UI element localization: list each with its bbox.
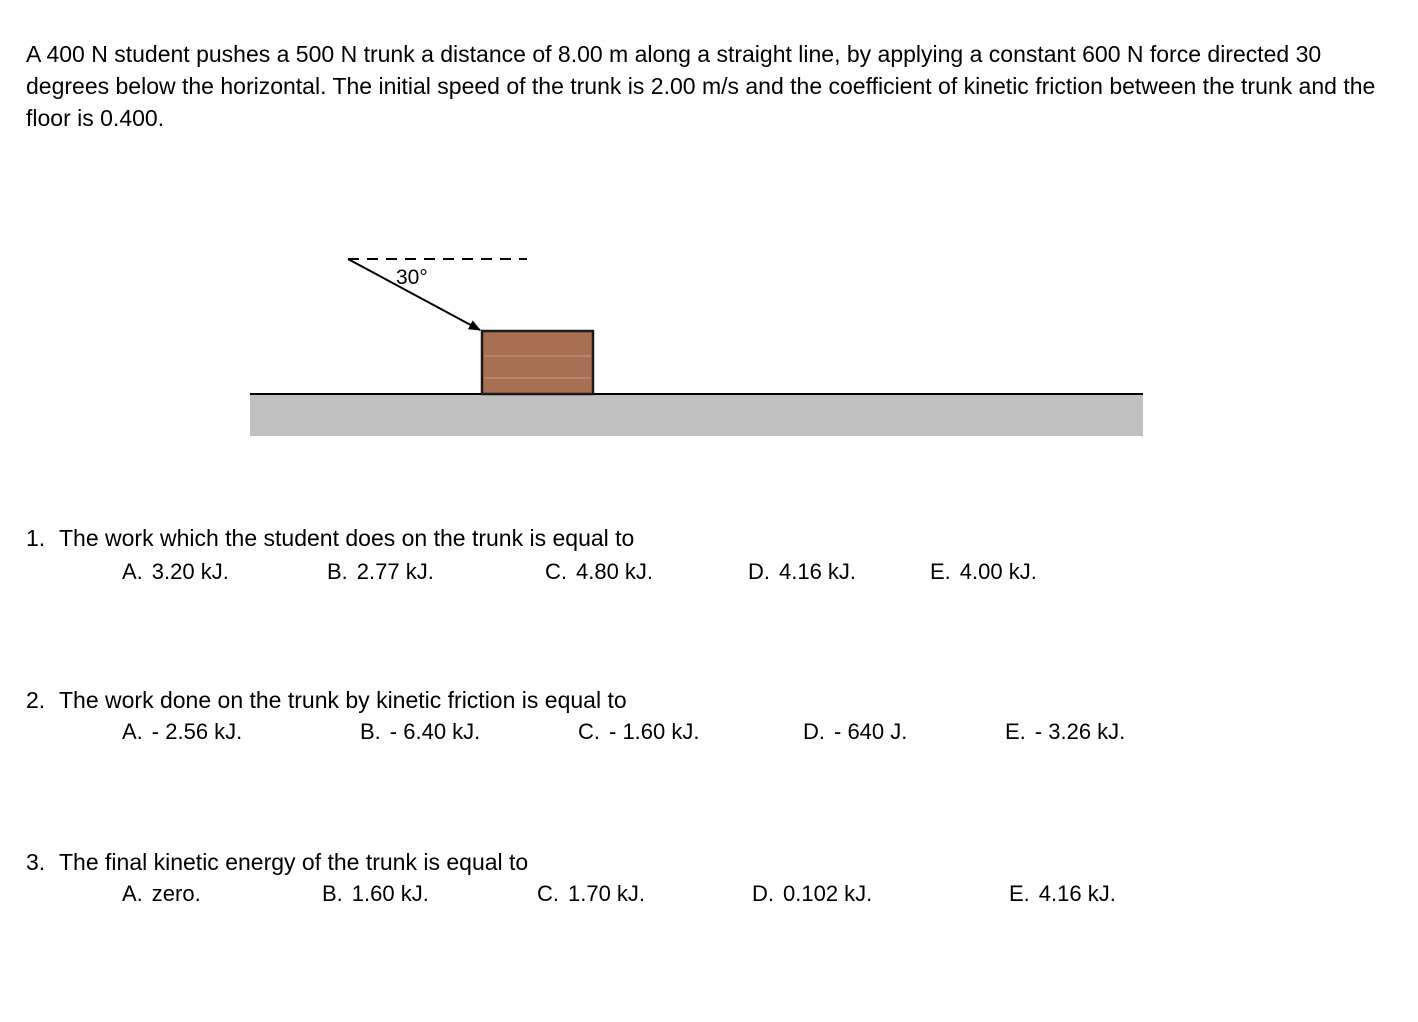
question-2-choice-e: E. - 3.26 kJ. [1005,719,1126,744]
question-1-choice-c: C. 4.80 kJ. [545,559,654,584]
question-1-choice-a: A. 3.20 kJ. [122,559,229,584]
question-3-choice-d: D. 0.102 kJ. [752,881,873,906]
question-2-choice-a: A. - 2.56 kJ. [122,719,243,744]
question-3-number: 3. [26,849,46,875]
question-2-choice-b: B. - 6.40 kJ. [360,719,481,744]
question-1-number: 1. [26,525,46,551]
question-2-text: The work done on the trunk by kinetic friction is equal to [59,687,627,713]
question-3-text: The final kinetic energy of the trunk is equal to [59,849,529,875]
trunk [482,331,593,394]
question-1-text: The work which the student does on the trunk is equal to [59,525,635,551]
question-3-choice-a: A. zero. [122,881,201,906]
question-1-choice-b: B. 2.77 kJ. [327,559,434,584]
question-3-choice-b: B. 1.60 kJ. [322,881,429,906]
question-2 [26,685,627,715]
question-1-choice-e: E. 4.00 kJ. [930,559,1037,584]
angle-label: 30° [396,266,428,289]
question-3-choice-e: E. 4.16 kJ. [1009,881,1116,906]
question-2-number: 2. [26,687,46,713]
question-1 [26,523,634,553]
question-1-choice-d: D. 4.16 kJ. [748,559,857,584]
problem-statement: A 400 N student pushes a 500 N trunk a distance of 8.00 m along a straight line, by applying a constant 600 N force directed 30 degrees below the horizontal. The initial speed of the trunk is 2.00 m/s and the coefficient of kinetic friction between the trunk and the floor is 0.400. [26,41,1376,131]
question-3-choice-c: C. 1.70 kJ. [537,881,646,906]
question-2-choice-c: C. - 1.60 kJ. [578,719,700,744]
question-3 [26,847,528,877]
question-2-choice-d: D. - 640 J. [803,719,908,744]
floor [250,394,1143,436]
